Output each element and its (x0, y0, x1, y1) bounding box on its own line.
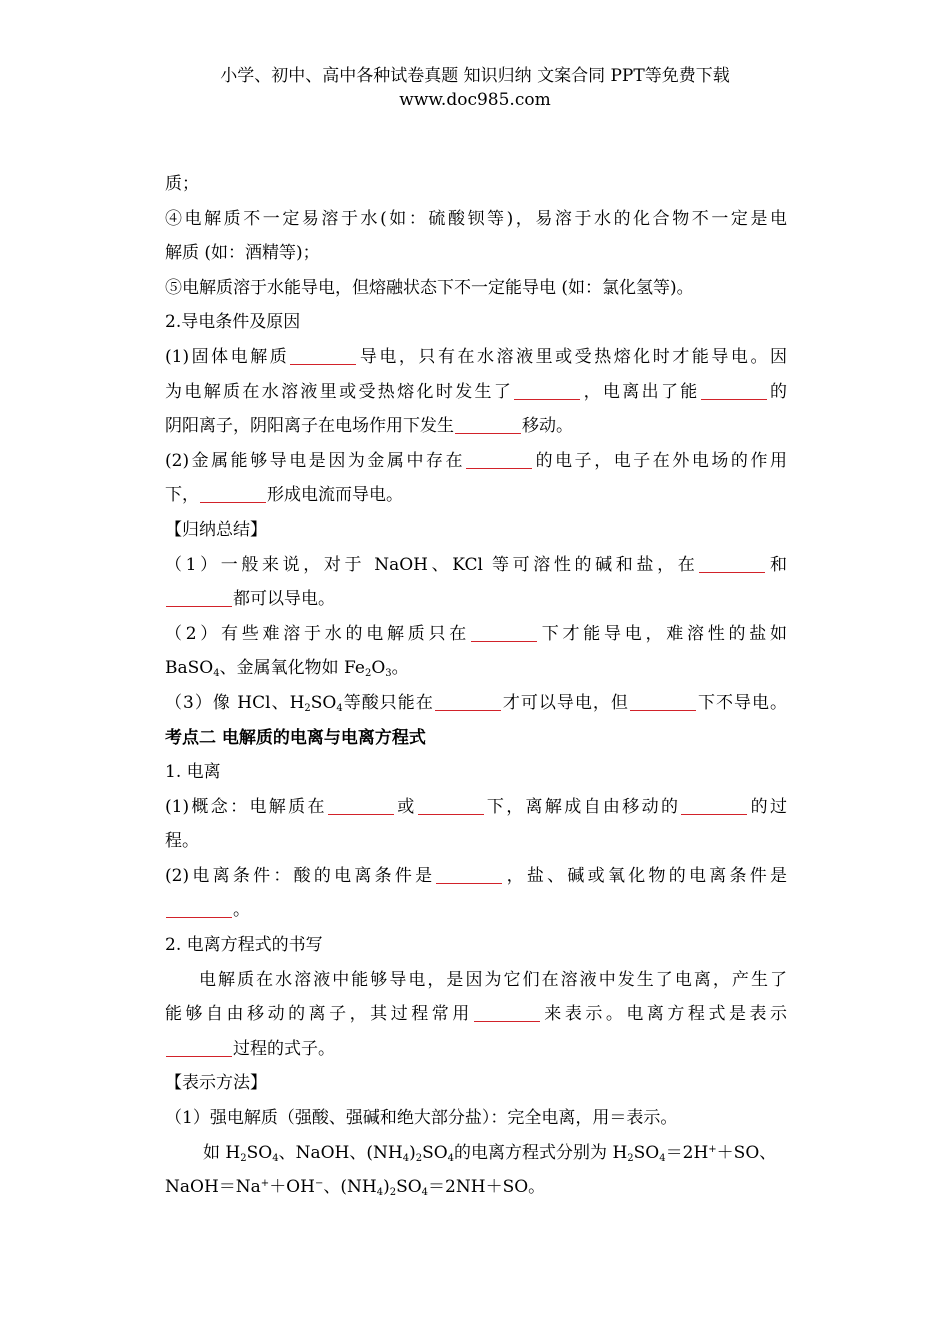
text-line: (1)概念：电解质在 或 下，离解成自由移动的 的过 (165, 790, 787, 825)
fill-blank[interactable] (699, 552, 765, 573)
text-line: （2）有些难溶于水的电解质只在 下才能导电，难溶性的盐如 (165, 617, 787, 652)
text-line: 能够自由移动的离子，其过程常用 来表示。电离方程式是表示 (165, 997, 787, 1032)
equation-line: 如 $H_2SO_4$、NaOH、$(NH_4)_2SO_4$的电离方程式分别为 $H_2SO_4=2H^++SO$、 (203, 1142, 777, 1164)
text-line: 为电解质在水溶液里或受热熔化时发生了 ，电离出了能 的 (165, 375, 787, 410)
method-heading: 【表示方法】 (165, 1073, 267, 1094)
text-line: 。 (165, 893, 787, 928)
fill-blank[interactable] (200, 482, 266, 503)
header-banner: 小学、初中、高中各种试卷真题 知识归纳 文案合同 PPT等免费下载 (220, 66, 730, 86)
fill-blank[interactable] (514, 379, 580, 400)
text-line: （1）一般来说，对于 NaOH、KCl 等可溶性的碱和盐，在 和 (165, 548, 787, 583)
document-body (165, 167, 787, 1205)
fill-blank[interactable] (436, 863, 502, 884)
text-line: （1）强电解质（强酸、强碱和绝大部分盐）：完全电离，用＝表示。 (165, 1108, 678, 1129)
equation-line: NaOH＝Na+＋OH−、$(NH_4)_2SO_4=2NH+SO$。 (165, 1177, 546, 1199)
text-line: 电解质在水溶液中能够导电，是因为它们在溶液中发生了电离，产生了 (199, 969, 787, 990)
header-url: www.doc985.com (399, 90, 551, 110)
fill-blank[interactable] (166, 1036, 232, 1057)
fill-blank[interactable] (435, 690, 501, 711)
text-line: (2)电离条件：酸的电离条件是 ，盐、碱或氧化物的电离条件是 (165, 859, 787, 894)
text-line: 过程的式子。 (165, 1032, 787, 1067)
text-line: ④电解质不一定易溶于水(如：硫酸钡等)，易溶于水的化合物不一定是电 (165, 208, 787, 229)
text-line: 都可以导电。 (165, 582, 787, 617)
fill-blank[interactable] (466, 448, 532, 469)
text-line: 程。 (165, 831, 199, 852)
fill-blank[interactable] (166, 586, 232, 607)
section-title: 考点二 电解质的电离与电离方程式 (165, 727, 426, 748)
text-line: ⑤电解质溶于水能导电，但熔融状态下不一定能导电 (如：氯化氢等)。 (165, 277, 694, 298)
fill-blank[interactable] (681, 794, 747, 815)
fill-blank[interactable] (474, 1001, 540, 1022)
page-header (0, 64, 950, 112)
text-line: BaSO$_4$、金属氧化物如 $Fe_2O_3$。 (165, 658, 409, 680)
text-line: （3）像 HCl、$H_2SO_4$等酸只能在 才可以导电，但 下不导电。 (165, 686, 787, 721)
fill-blank[interactable] (418, 794, 484, 815)
text-line: 解质 (如：酒精等)； (165, 243, 320, 264)
section-heading: 2.导电条件及原因 (165, 312, 301, 333)
text-line: 下， 形成电流而导电。 (165, 478, 787, 513)
text-line: (1)固体电解质 导电，只有在水溶液里或受热熔化时才能导电。因 (165, 340, 787, 375)
summary-heading: 【归纳总结】 (165, 519, 267, 540)
fill-blank[interactable] (290, 344, 356, 365)
text-line: (2)金属能够导电是因为金属中存在 的电子，电子在外电场的作用 (165, 444, 787, 479)
section-heading: 1. 电离 (165, 762, 221, 783)
fill-blank[interactable] (166, 897, 232, 918)
fill-blank[interactable] (701, 379, 767, 400)
text-line: 质； (165, 174, 199, 194)
text-line: 阴阳离子，阴阳离子在电场作用下发生 移动。 (165, 409, 787, 444)
fill-blank[interactable] (471, 621, 537, 642)
fill-blank[interactable] (328, 794, 394, 815)
section-heading: 2. 电离方程式的书写 (165, 935, 323, 956)
fill-blank[interactable] (630, 690, 696, 711)
fill-blank[interactable] (455, 413, 521, 434)
